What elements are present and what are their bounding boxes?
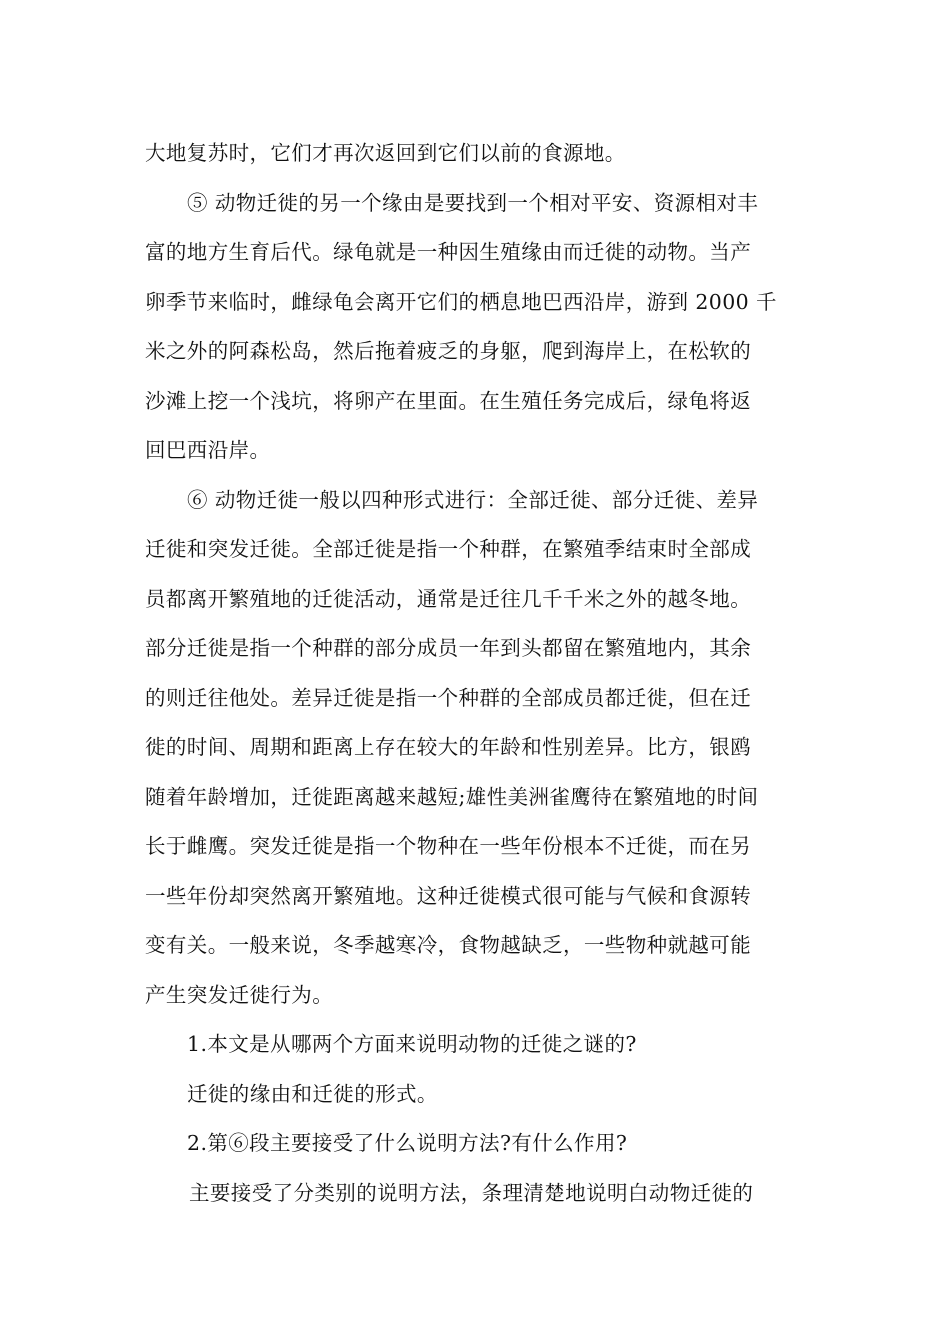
text-line: 部分迁徙是指一个种群的部分成员一年到头都留在繁殖地内，其余	[145, 636, 752, 660]
question-2: 2.第⑥段主要接受了什么说明方法?有什么作用?	[187, 1131, 628, 1155]
text-line: 员都离开繁殖地的迁徙活动，通常是迁往几千千米之外的越冬地。	[145, 586, 752, 611]
text-line: 变有关。一般来说，冬季越寒冷，食物越缺乏，一些物种就越可能	[145, 933, 752, 957]
answer-2: 主要接受了分类别的说明方法，条理清楚地说明白动物迁徙的	[189, 1180, 754, 1205]
text-line: 大地复苏时，它们才再次返回到它们以前的食源地。	[145, 141, 626, 165]
text-line: 随着年龄增加，迁徙距离越来越短;雄性美洲雀鹰待在繁殖地的时间	[145, 784, 759, 809]
text-line: 产生突发迁徙行为。	[145, 982, 334, 1007]
text-line: 卵季节来临时，雌绿龟会离开它们的栖息地巴西沿岸，游到 2000 千	[145, 289, 777, 314]
text-line: 迁徙和突发迁徙。全部迁徙是指一个种群，在繁殖季结束时全部成	[145, 537, 752, 561]
question-1: 1.本文是从哪两个方面来说明动物的迁徙之谜的?	[187, 1032, 637, 1056]
text-line: ⑤ 动物迁徙的另一个缘由是要找到一个相对平安、资源相对丰	[187, 190, 759, 215]
text-line: ⑥ 动物迁徙一般以四种形式进行：全部迁徙、部分迁徙、差异	[187, 487, 759, 512]
text-line: 一些年份却突然离开繁殖地。这种迁徙模式很可能与气候和食源转	[145, 883, 752, 908]
text-line: 长于雌鹰。突发迁徙是指一个物种在一些年份根本不迁徙，而在另	[145, 834, 752, 858]
text-line: 沙滩上挖一个浅坑，将卵产在里面。在生殖任务完成后，绿龟将返	[145, 388, 752, 413]
text-line: 回巴西沿岸。	[145, 438, 271, 462]
document-body	[145, 129, 810, 1218]
text-line: 富的地方生育后代。绿龟就是一种因生殖缘由而迁徙的动物。当产	[145, 240, 752, 264]
text-line: 米之外的阿森松岛，然后拖着疲乏的身躯，爬到海岸上，在松软的	[145, 339, 752, 363]
text-line: 徙的时间、周期和距离上存在较大的年龄和性别差异。比方，银鸥	[145, 735, 752, 759]
text-line: 的则迁往他处。差异迁徙是指一个种群的全部成员都迁徙，但在迁	[145, 685, 752, 710]
answer-1: 迁徙的缘由和迁徙的形式。	[187, 1081, 438, 1106]
